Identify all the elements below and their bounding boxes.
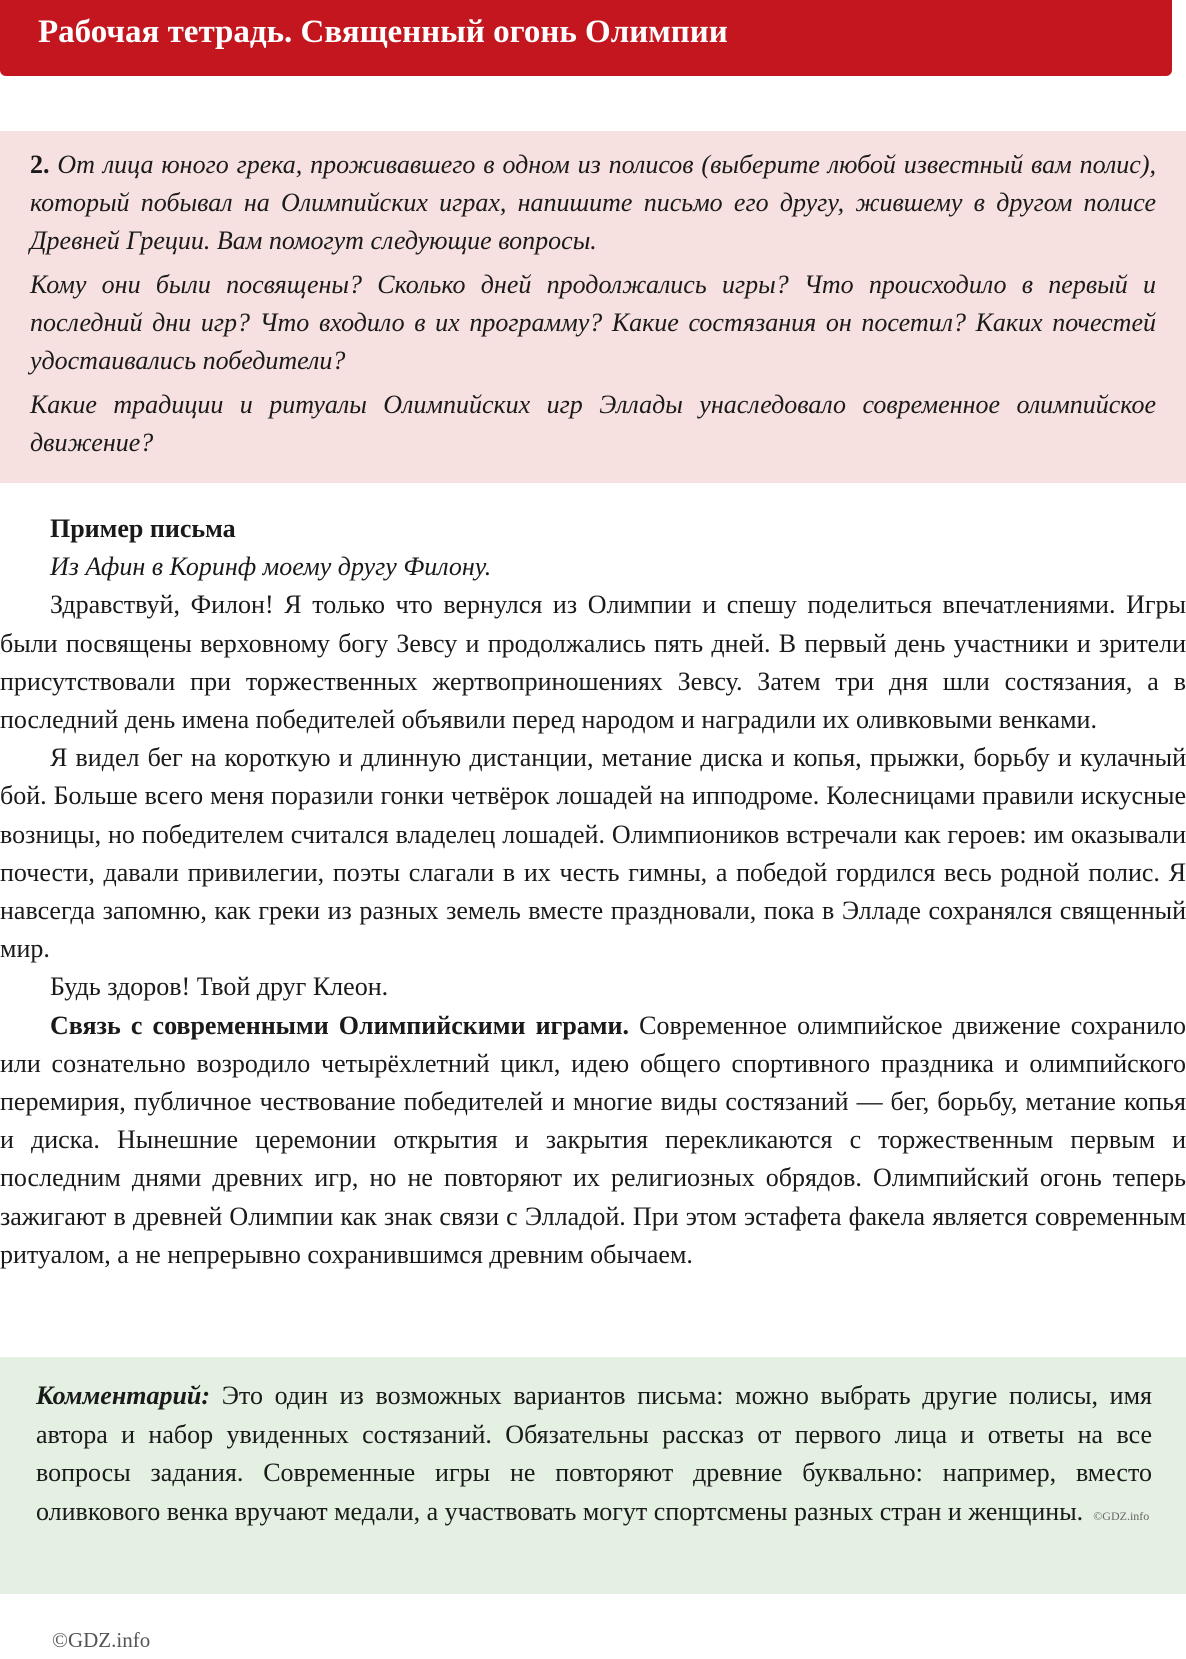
answer-text xyxy=(0,510,1186,1274)
connection-text: Современное олимпийское движение сохранило или сознательно возродило четырёхлетний цикл, идею общего спортивного праздника и олимпийского перемирия, публичное чествование победителей и многие виды состязаний — бег, борьбу, метание копья и диска. Нынешние церемонии открытия и закрытия перекликаются с торжественным первым и последним днями древних игр, но не повторяют их религиозных обрядов. Олимпийский огонь теперь зажигают в древней Олимпии как знак связи с Элладой. При этом эстафета факела является современным ритуалом, а не непрерывно сохранившимся древним обычаем. xyxy=(0,1010,1186,1269)
answer-heading: Пример письма xyxy=(50,514,236,543)
letter-closing: Будь здоров! Твой друг Клеон. xyxy=(50,972,389,1002)
letter-paragraph: Я видел бег на короткую и длинную дистанции, метание диска и копья, прыжки, борьбу и кулачный бой. Больше всего меня поразили гонки четвёрок лошадей на ипподроме. Колесницами правили искусные возницы, но победителем считался владелец лошадей. Олимпиоников встречали как героев: им оказывали почести, давали привилегии, поэты слагали в их честь гимны, а победой гордился весь родной полис. Я навсегда запомню, как греки из разных земель вместе праздновали, пока в Элладе сохранялся священный мир. xyxy=(0,743,1186,964)
inline-watermark: ©GDZ.info xyxy=(1093,1508,1150,1523)
task-number: 2. xyxy=(30,150,50,179)
page-title: Рабочая тетрадь. Священный огонь Олимпии xyxy=(38,14,728,50)
comment-text xyxy=(36,1377,1152,1535)
task-paragraph: Какие традиции и ритуалы Олимпийских игр Эллады унаследовало современное олимпийское движение? xyxy=(30,390,1156,457)
letter-paragraph: Здравствуй, Филон! Я только что вернулся из Олимпии и спешу поделиться впечатлениями. Игры были посвящены верховному богу Зевсу и продолжались пять дней. В первый день участники и зрители присутствовали при торжественных жертвоприношениях Зевсу. Затем три дня шли состязания, а в последний день имена победителей объявили перед народом и наградили их оливковыми венками. xyxy=(0,590,1186,735)
footer-watermark: ©GDZ.info xyxy=(52,1628,151,1652)
letter-address: Из Афин в Коринф моему другу Филону. xyxy=(50,552,492,582)
comment-label: Комментарий: xyxy=(36,1381,211,1410)
connection-label: Связь с современными Олимпийскими играми. xyxy=(50,1010,629,1040)
comment-body: Это один из возможных вариантов письма: можно выбрать другие полисы, имя автора и набор увиденных состязаний. Обязательны рассказ от первого лица и ответы на все вопросы задания. Современные игры не повторяют древние буквально: например, вместо оливкового венка вручают медали, а участвовать могут спортсмены разных стран и женщины. xyxy=(36,1381,1152,1526)
task-text xyxy=(30,146,1156,468)
page-header xyxy=(0,0,1172,76)
task-paragraph: Кому они были посвящены? Сколько дней продолжались игры? Что происходило в первый и последний дни игр? Что входило в их программу? Какие состязания он посетил? Каких почестей удостаивались победители? xyxy=(30,270,1156,375)
task-prompt: От лица юного грека, проживавшего в одном из полисов (выберите любой известный вам полис), который побывал на Олимпийских играх, напишите письмо его другу, жившему в другом полисе Древней Греции. Вам помогут следующие вопросы. xyxy=(30,150,1157,255)
connection-paragraph xyxy=(0,1007,1186,1274)
task-paragraph xyxy=(30,146,1156,260)
